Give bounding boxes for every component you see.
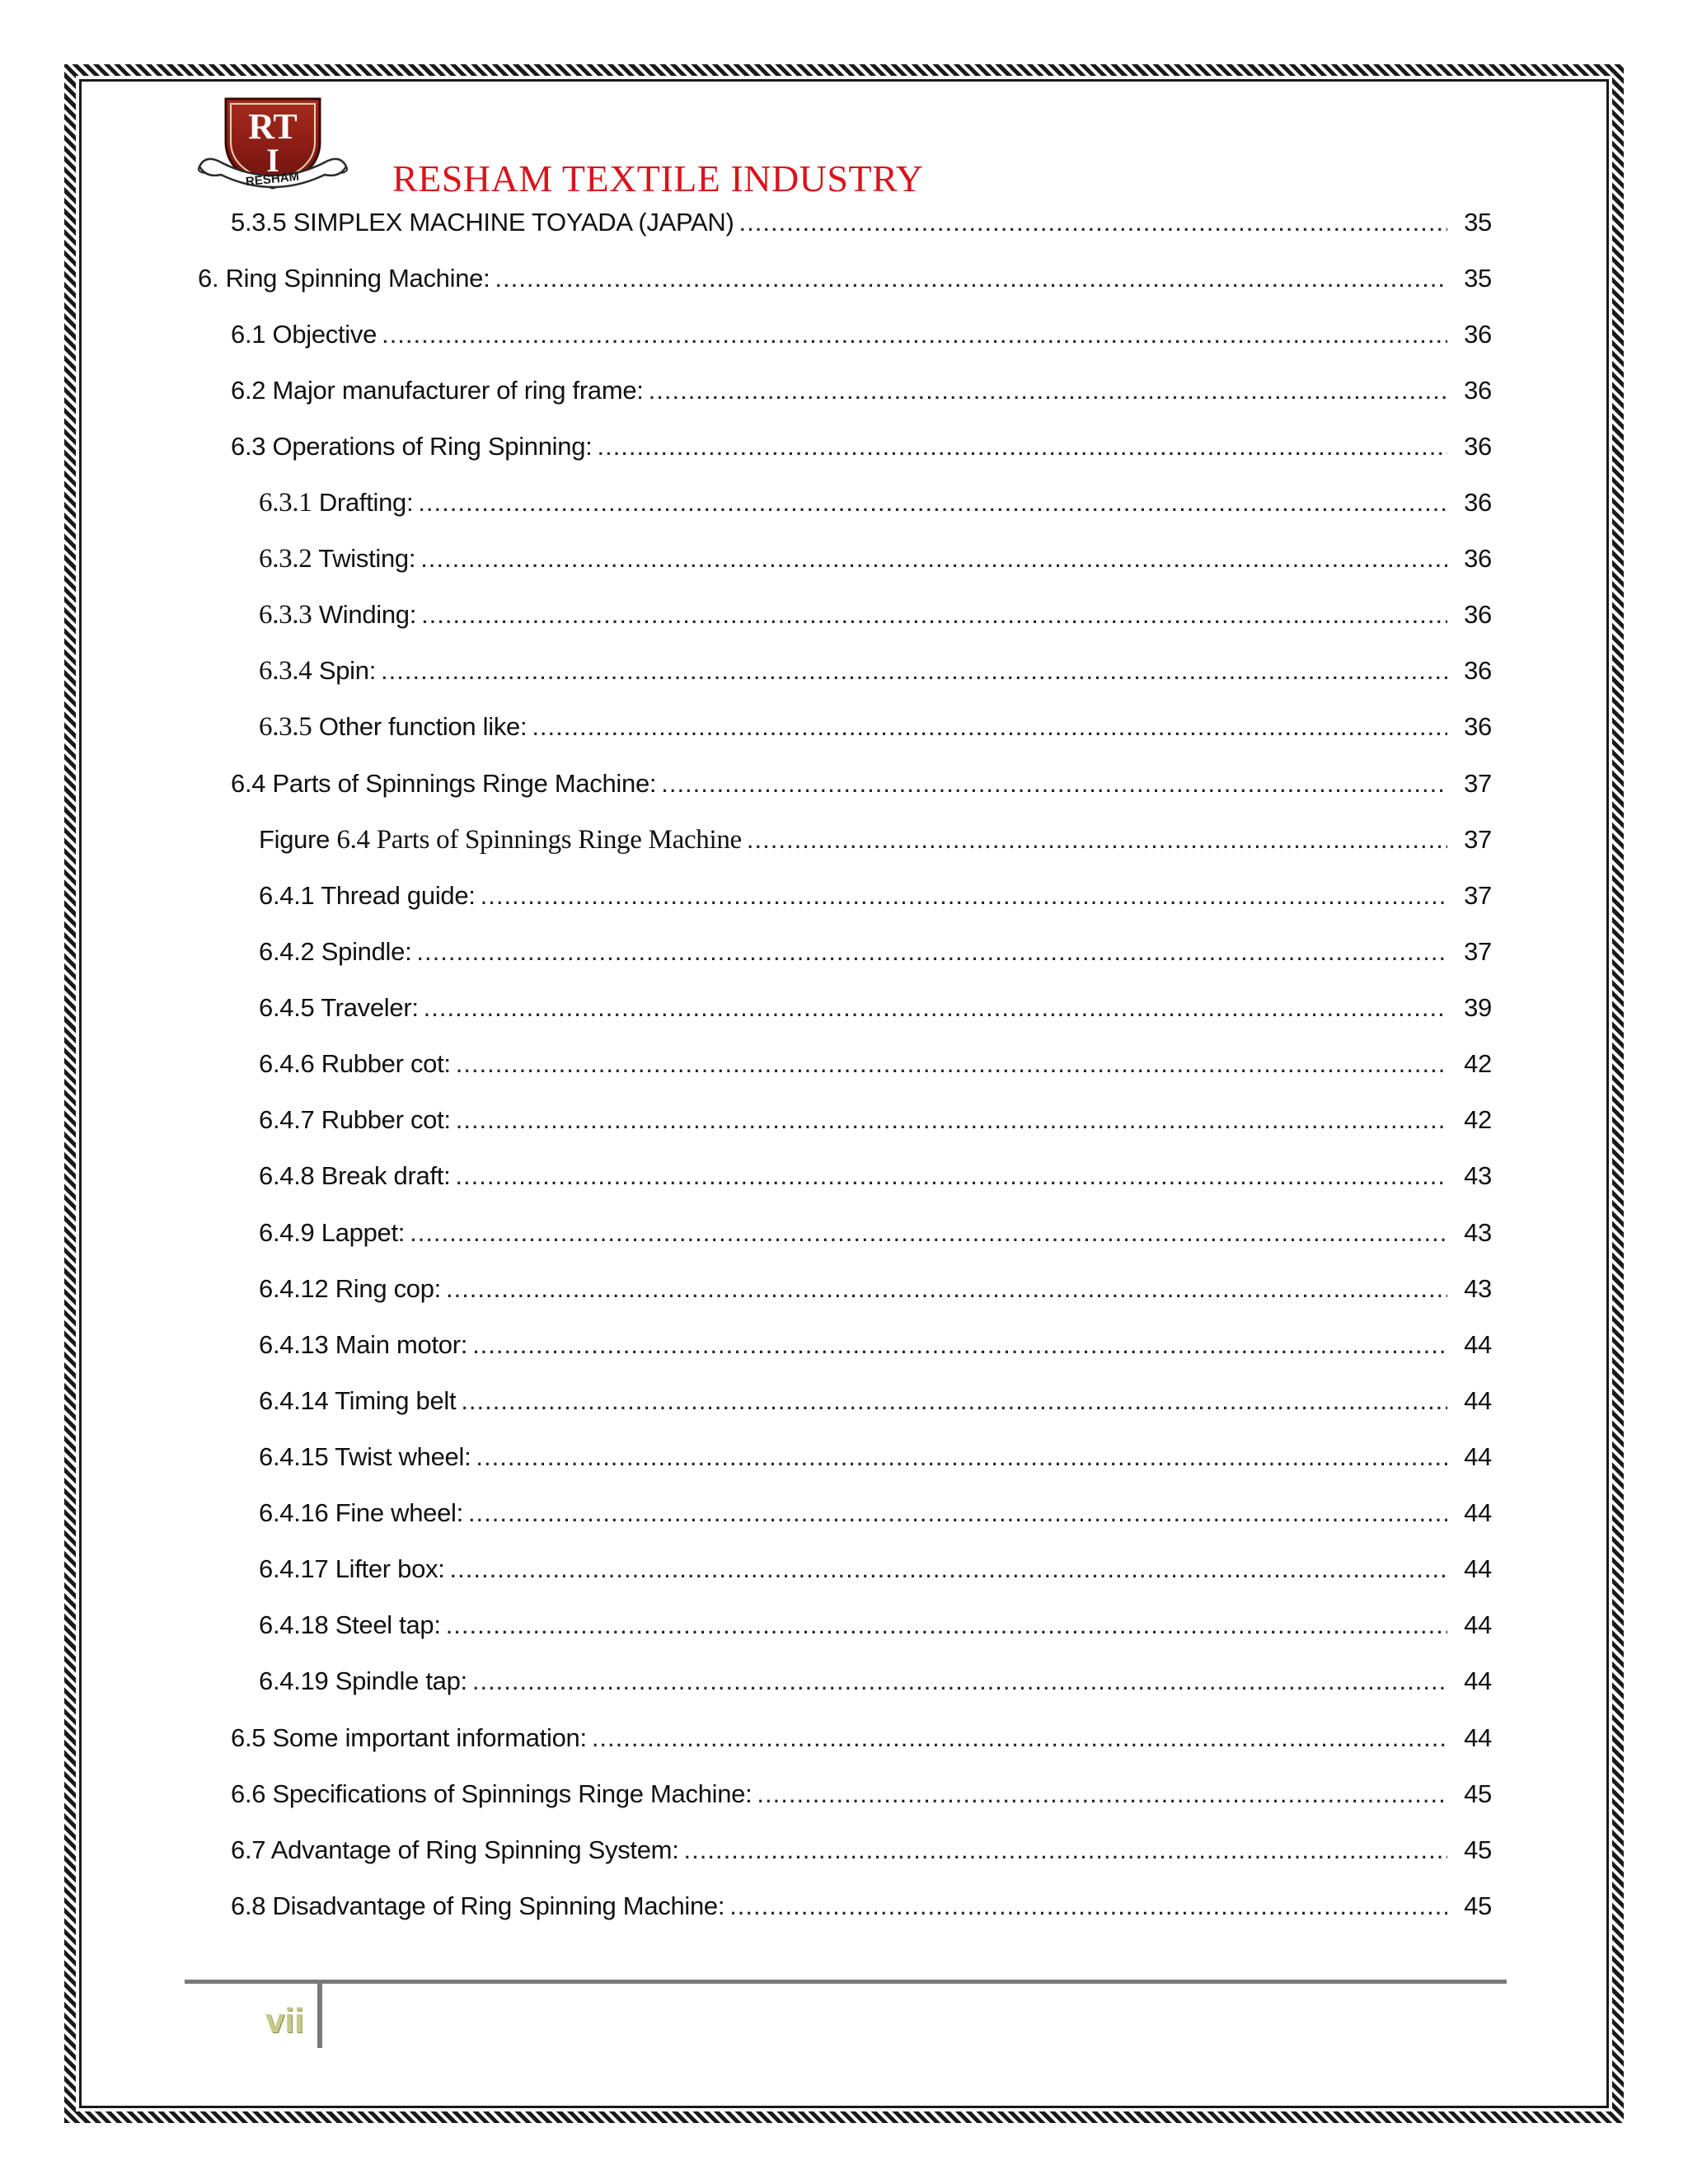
toc-entry[interactable] (259, 1442, 1492, 1472)
toc-entry-page: 44 (1464, 1610, 1492, 1639)
toc-entry-page: 44 (1464, 1386, 1492, 1415)
company-logo (195, 96, 381, 196)
toc-entry-label: 6.4 Parts of Spinnings Ringe Machine: (231, 769, 657, 798)
toc-leader-dots (418, 488, 1447, 518)
toc-entry-label: 6.4.12 Ring cop: (259, 1274, 441, 1303)
toc-entry-label: 6.4.6 Rubber cot: (259, 1049, 451, 1078)
company-name: RESHAM TEXTILE INDUSTRY (392, 157, 924, 199)
toc-entry-number: 6.3.3 (259, 600, 312, 630)
toc-entry-page: 44 (1464, 1330, 1492, 1359)
toc-entry[interactable] (259, 1498, 1492, 1528)
toc-entry[interactable] (231, 1835, 1492, 1865)
toc-entry[interactable] (259, 600, 1492, 630)
toc-entry[interactable] (259, 825, 1492, 855)
toc-leader-dots (382, 320, 1447, 349)
toc-entry[interactable] (259, 1218, 1492, 1248)
toc-entry-figure-caption: 6.4 Parts of Spinnings Ringe Machine (336, 825, 742, 855)
toc-entry-page: 36 (1464, 544, 1492, 573)
toc-entry-number: 6.3.2 (259, 544, 312, 574)
toc-entry[interactable] (259, 993, 1492, 1023)
toc-entry-title: Drafting: (318, 488, 414, 517)
toc-entry-label: 6.2 Major manufacturer of ring frame: (231, 376, 644, 405)
toc-leader-dots (495, 264, 1447, 293)
footer-rule (185, 1980, 1507, 1984)
toc-entry-page: 44 (1464, 1666, 1492, 1695)
toc-entry[interactable] (231, 208, 1492, 237)
toc-entry-label: 6.7 Advantage of Ring Spinning System: (231, 1835, 679, 1864)
toc-entry-page: 44 (1464, 1498, 1492, 1527)
toc-entry-label: 6.3 Operations of Ring Spinning: (231, 432, 593, 461)
toc-entry-label: 6.4.7 Rubber cot: (259, 1105, 451, 1134)
toc-entry[interactable] (231, 1779, 1492, 1809)
toc-entry-title: Other function like: (318, 712, 528, 741)
toc-leader-dots (597, 432, 1447, 462)
toc-leader-dots (446, 1274, 1447, 1304)
toc-leader-dots (421, 600, 1447, 630)
toc-entry[interactable] (231, 432, 1492, 462)
toc-entry-title: Spin: (318, 656, 377, 685)
logo-banner-text: RESHAM (245, 169, 300, 190)
toc-leader-dots (684, 1835, 1447, 1865)
toc-entry-number: 6.3.5 (259, 712, 312, 742)
toc-entry-label: 6.4.17 Lifter box: (259, 1554, 445, 1583)
toc-leader-dots (381, 656, 1447, 686)
toc-entry[interactable] (231, 1891, 1492, 1921)
toc-leader-dots (729, 1891, 1447, 1921)
toc-entry-label: 6.4.2 Spindle: (259, 937, 412, 966)
toc-entry[interactable] (259, 1610, 1492, 1640)
toc-entry-page: 37 (1464, 825, 1492, 854)
toc-entry-label (259, 488, 413, 518)
toc-entry-label: 6.4.16 Fine wheel: (259, 1498, 463, 1527)
toc-entry-page: 43 (1464, 1161, 1492, 1190)
toc-entry-label: 6.8 Disadvantage of Ring Spinning Machine: (231, 1891, 725, 1920)
toc-entry-label: 5.3.5 SIMPLEX MACHINE TOYADA (JAPAN) (231, 208, 734, 237)
toc-entry[interactable] (259, 1666, 1492, 1696)
toc-leader-dots (455, 1161, 1447, 1191)
toc-entry-page: 35 (1464, 264, 1492, 293)
toc-leader-dots (472, 1330, 1447, 1360)
footer-divider (317, 1982, 322, 2048)
toc-entry[interactable] (259, 1274, 1492, 1304)
toc-entry[interactable] (259, 712, 1492, 743)
toc-entry-label: 6.4.9 Lappet: (259, 1218, 406, 1247)
toc-entry-page: 42 (1464, 1105, 1492, 1134)
toc-entry[interactable] (198, 264, 1492, 293)
toc-entry-title: Twisting: (318, 544, 416, 573)
toc-leader-dots (747, 825, 1447, 855)
toc-leader-dots (410, 1218, 1447, 1248)
toc-entry-page: 43 (1464, 1274, 1492, 1303)
toc-leader-dots (476, 1442, 1447, 1472)
toc-entry-page: 35 (1464, 208, 1492, 237)
toc-entry-label (259, 600, 416, 630)
toc-entry-label: 6.1 Objective (231, 320, 377, 349)
toc-entry-page: 37 (1464, 937, 1492, 966)
toc-leader-dots (461, 1386, 1447, 1416)
toc-leader-dots (481, 881, 1447, 911)
toc-leader-dots (757, 1779, 1447, 1809)
toc-entry-page: 45 (1464, 1779, 1492, 1808)
logo-letters-bottom: I (266, 142, 279, 179)
toc-entry-label: 6.4.1 Thread guide: (259, 881, 476, 910)
toc-entry-page: 36 (1464, 376, 1492, 405)
toc-entry-figure-word: Figure (259, 825, 331, 854)
toc-entry-title: Winding: (318, 600, 417, 629)
toc-entry-number: 6.3.4 (259, 656, 312, 686)
toc-leader-dots (468, 1498, 1447, 1528)
toc-entry-label: 6.4.15 Twist wheel: (259, 1442, 471, 1471)
page-number: vii (265, 2001, 304, 2040)
toc-leader-dots (450, 1554, 1447, 1584)
toc-entry[interactable] (259, 1161, 1492, 1191)
toc-leader-dots (649, 376, 1447, 405)
logo-letters-top: RT (248, 106, 298, 147)
toc-entry-page: 36 (1464, 712, 1492, 741)
toc-entry-page: 36 (1464, 488, 1492, 517)
toc-entry-label: 6.4.18 Steel tap: (259, 1610, 441, 1639)
toc-entry[interactable] (259, 1330, 1492, 1360)
toc-entry-label (259, 825, 742, 855)
toc-entry-page: 36 (1464, 656, 1492, 685)
toc-entry[interactable] (259, 881, 1492, 911)
toc-leader-dots (420, 544, 1447, 574)
toc-entry-label: 6. Ring Spinning Machine: (198, 264, 490, 293)
toc-entry[interactable] (259, 1554, 1492, 1584)
toc-leader-dots (739, 208, 1447, 237)
toc-entry-label: 6.4.13 Main motor: (259, 1330, 468, 1359)
toc-entry-page: 36 (1464, 432, 1492, 461)
toc-leader-dots (456, 1049, 1447, 1079)
toc-entry[interactable] (231, 376, 1492, 405)
toc-entry[interactable] (259, 937, 1492, 967)
toc-entry[interactable] (259, 1105, 1492, 1135)
toc-entry-label: 6.4.14 Timing belt (259, 1386, 457, 1415)
toc-entry[interactable] (231, 769, 1492, 799)
toc-entry[interactable] (259, 1049, 1492, 1079)
toc-entry-page: 44 (1464, 1554, 1492, 1583)
toc-entry[interactable] (259, 488, 1492, 518)
toc-leader-dots (456, 1105, 1447, 1135)
toc-entry-label: 6.6 Specifications of Spinnings Ringe Machine: (231, 1779, 753, 1808)
toc-entry[interactable] (259, 1386, 1492, 1416)
toc-leader-dots (472, 1666, 1447, 1696)
toc-leader-dots (416, 937, 1447, 967)
toc-entry-page: 45 (1464, 1835, 1492, 1864)
toc-entry-page: 36 (1464, 600, 1492, 629)
toc-entry-page: 36 (1464, 320, 1492, 349)
toc-entry[interactable] (259, 656, 1492, 687)
toc-entry-label: 6.5 Some important information: (231, 1723, 587, 1752)
toc-entry-page: 44 (1464, 1723, 1492, 1752)
toc-leader-dots (446, 1610, 1447, 1640)
toc-leader-dots (592, 1723, 1447, 1753)
toc-entry[interactable] (231, 1723, 1492, 1753)
toc-entry-label: 6.4.5 Traveler: (259, 993, 419, 1022)
toc-entry-page: 37 (1464, 881, 1492, 910)
toc-entry-label (259, 544, 415, 574)
toc-entry-label (259, 656, 376, 687)
toc-entry[interactable] (259, 544, 1492, 574)
toc-entry-number: 6.3.1 (259, 488, 312, 518)
toc-entry[interactable] (231, 320, 1492, 349)
toc-entry-label (259, 712, 527, 743)
toc-leader-dots (424, 993, 1447, 1023)
toc-leader-dots (661, 769, 1447, 799)
toc-entry-page: 44 (1464, 1442, 1492, 1471)
toc-leader-dots (532, 712, 1447, 742)
toc-entry-page: 37 (1464, 769, 1492, 798)
toc-entry-page: 45 (1464, 1891, 1492, 1920)
toc-entry-page: 43 (1464, 1218, 1492, 1247)
toc-entry-label: 6.4.8 Break draft: (259, 1161, 451, 1190)
toc-entry-page: 42 (1464, 1049, 1492, 1078)
toc-entry-label: 6.4.19 Spindle tap: (259, 1666, 467, 1695)
toc-entry-page: 39 (1464, 993, 1492, 1022)
